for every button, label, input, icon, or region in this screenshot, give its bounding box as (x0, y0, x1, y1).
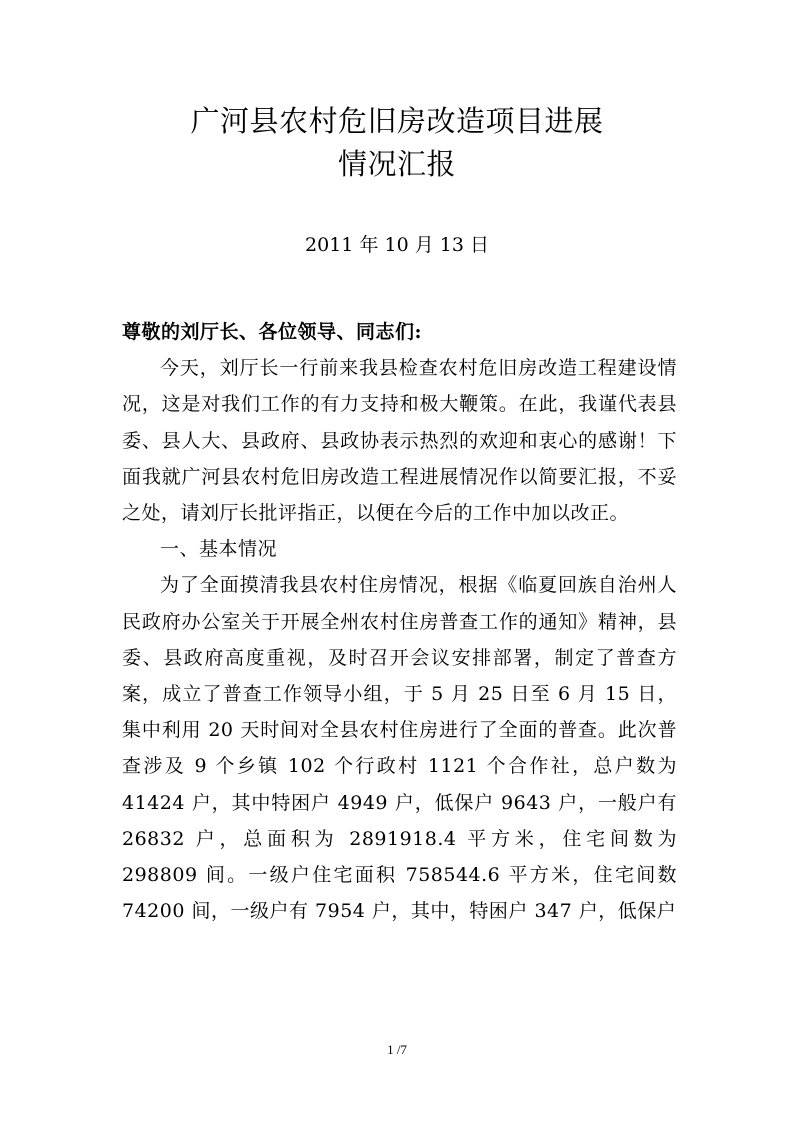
report-date: 2011 年 10 月 13 日 (305, 234, 489, 256)
salutation: 尊敬的刘厅长、各位领导、同志们: (122, 321, 423, 343)
intro-paragraph: 今天，刘厅长一行前来我县检查农村危旧房改造工程建设情况，这是对我们工作的有力支持和极大鞭策。在此，我谨代表县委、县人大、县政府、县政协表示热烈的欢迎和衷心的感谢！下面我就广河县农村危旧房改造工程进展情况作以简要汇报，不妥之处，请刘厅长批评指正，以便在今后的工作中加以改正。 (122, 357, 677, 525)
section-paragraph: 为了全面摸清我县农村住房情况，根据《临夏回族自治州人民政府办公室关于开展全州农村住房普查工作的通知》精神，县委、县政府高度重视，及时召开会议安排部署，制定了普查方案，成立了普查工作领导小组，于 5 月 25 日至 6 月 15 日，集中利用 20 天时间对全县农村住房进行了全面的普查。此次普查涉及 9 个乡镇 102 个行政村 1121 个合作社，总户数为 41424 户，其中特困户 4949 户，低保户 9643 户，一般户有 26832 户，总面积为 2891918.4 平方米，住宅间数为 298809 间。一级户住宅面积 758544.6 平方米，住宅间数 74200 间，一级户有 7954 户，其中，特困户 347 户，低保户 (122, 574, 677, 923)
document-title-line-1: 广河县农村危旧房改造项目进展 (190, 104, 604, 138)
document-body (122, 314, 677, 929)
section-heading-basic-situation: 一、基本情况 (160, 538, 278, 561)
page-number: 1 /7 (387, 1042, 407, 1057)
document-title-line-2: 情况汇报 (337, 147, 456, 181)
